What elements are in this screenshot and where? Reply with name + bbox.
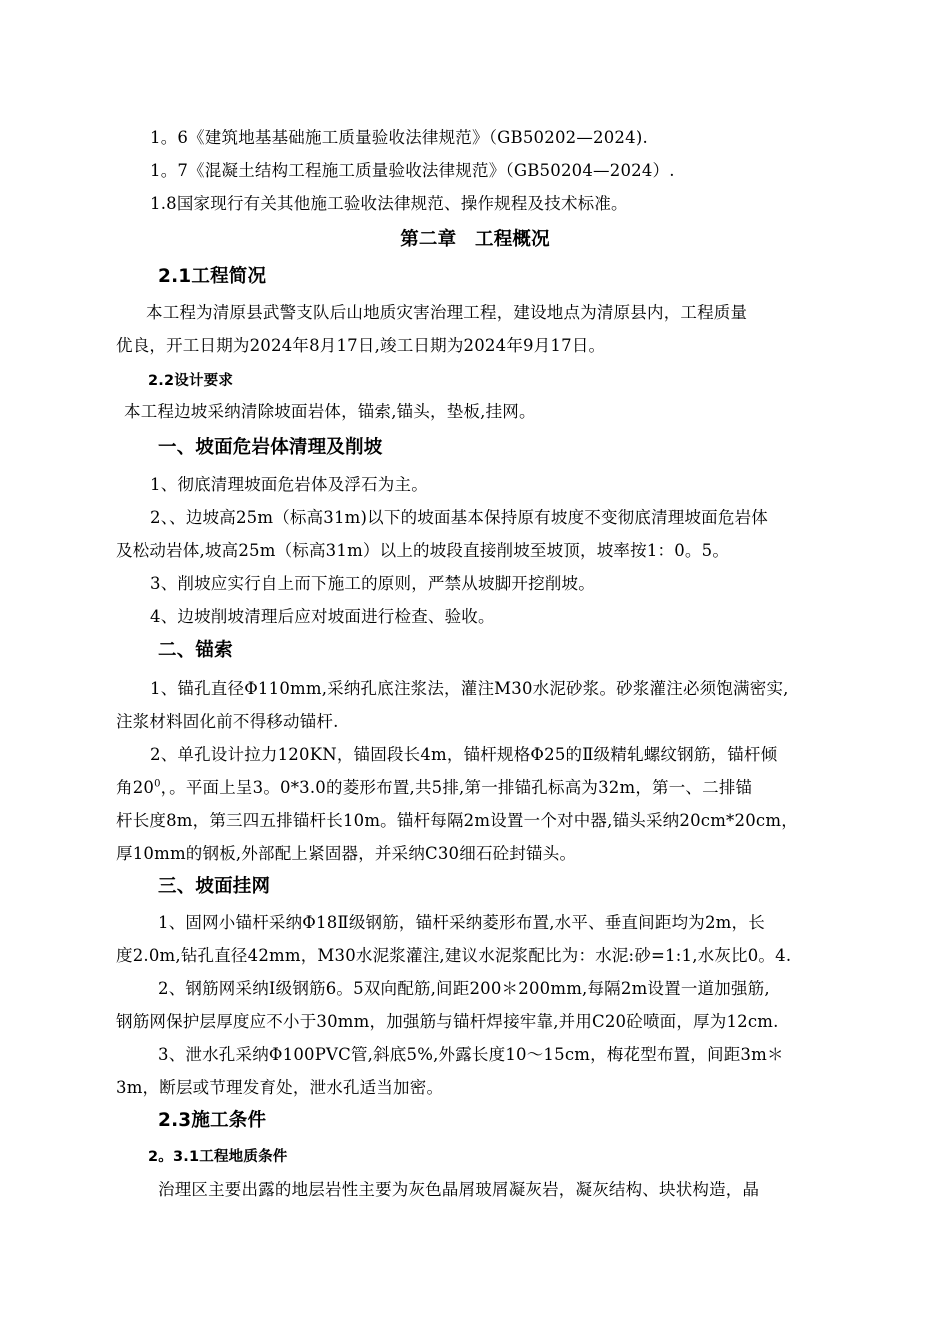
degree-superscript: 0 <box>154 778 161 790</box>
paragraph-line: 3、泄水孔采纳Φ100PVC管,斜底5%,外露长度10～15cm，梅花型布置，间距3m＊ <box>158 1045 784 1064</box>
paragraph-line: 治理区主要出露的地层岩性主要为灰色晶屑玻屑凝灰岩，凝灰结构、块状构造，晶 <box>158 1180 760 1199</box>
paragraph-line: 度2.0m,钻孔直径42mm，M30水泥浆灌注,建议水泥浆配比为：水泥:砂=1:1,水灰比0。4. <box>116 946 792 965</box>
paragraph-text: ，。平面上呈3。0*3.0的菱形布置,共5排,第一排锚孔标高为32m，第一、二排锚 <box>160 778 753 797</box>
reference-item-1-7: 1。7《混凝土结构工程施工质量验收法律规范》（GB50204—2024）. <box>150 161 675 180</box>
subsection-heading-1: 一、坡面危岩体清理及削坡 <box>158 437 383 458</box>
paragraph-line: 厚10mm的钢板,外部配上紧固器，并采纳C30细石砼封锚头。 <box>116 844 577 863</box>
subsection-heading-3: 三、坡面挂网 <box>158 876 271 897</box>
paragraph-line: 本工程为清原县武警支队后山地质灾害治理工程，建设地点为清原县内，工程质量 <box>146 303 748 322</box>
paragraph-line: 1、固网小锚杆采纳Φ18Ⅱ级钢筋，锚杆采纳菱形布置,水平、垂直间距均为2m，长 <box>158 913 765 932</box>
paragraph-text: 角20 <box>116 778 155 797</box>
paragraph-line: 及松动岩体,坡高25m（标高31m）以上的坡段直接削坡至坡顶，坡率按1：0。5。 <box>116 541 730 560</box>
paragraph-line: 注浆材料固化前不得移动锚杆. <box>116 712 339 731</box>
reference-item-1-6: 1。6《建筑地基基础施工质量验收法律规范》（GB50202—2024). <box>150 128 648 147</box>
paragraph-line <box>116 777 861 799</box>
paragraph-line: 优良，开工日期为2024年8月17日,竣工日期为2024年9月17日。 <box>116 336 606 355</box>
reference-item-1-8: 1.8国家现行有关其他施工验收法律规范、操作规程及技术标准。 <box>150 194 628 213</box>
paragraph-line: 4、边坡削坡清理后应对坡面进行检查、验收。 <box>150 607 495 626</box>
paragraph-line: 钢筋网保护层厚度应不小于30mm，加强筋与锚杆焊接牢靠,并用C20砼喷面，厚为12cm. <box>116 1012 779 1031</box>
paragraph-line: 3m，断层或节理发育处，泄水孔适当加密。 <box>116 1078 444 1097</box>
chapter-title: 第二章 工程概况 <box>400 229 550 250</box>
section-heading-2-2: 2.2设计要求 <box>148 373 234 389</box>
paragraph-line: 2、钢筋网采纳Ⅰ级钢筋6。5双向配筋,间距200＊200mm,每隔2m设置一道加强筋, <box>158 979 770 998</box>
paragraph-line: 3、削坡应实行自上而下施工的原则，严禁从坡脚开挖削坡。 <box>150 574 595 593</box>
paragraph-line: 本工程边坡采纳清除坡面岩体，锚索,锚头，垫板,挂网。 <box>124 402 536 421</box>
section-heading-2-1: 2.1工程简况 <box>158 266 267 287</box>
section-heading-2-3-1: 2。3.1工程地质条件 <box>148 1149 288 1165</box>
section-heading-2-3: 2.3施工条件 <box>158 1110 267 1131</box>
paragraph-line: 1、彻底清理坡面危岩体及浮石为主。 <box>150 475 428 494</box>
paragraph-line: 1、锚孔直径Φ110mm,采纳孔底注浆法，灌注M30水泥砂浆。砂浆灌注必须饱满密实, <box>150 679 789 698</box>
paragraph-line: 2、、边坡高25m（标高31m)以下的坡面基本保持原有坡度不变彻底清理坡面危岩体 <box>150 508 768 527</box>
paragraph-line: 杆长度8m，第三四五排锚杆长10m。锚杆每隔2m设置一个对中器,锚头采纳20cm*20cm， <box>116 811 798 830</box>
paragraph-line: 2、单孔设计拉力120KN，锚固段长4m，锚杆规格Φ25的Ⅱ级精轧螺纹钢筋，锚杆倾 <box>150 745 778 764</box>
subsection-heading-2: 二、锚索 <box>158 640 233 661</box>
